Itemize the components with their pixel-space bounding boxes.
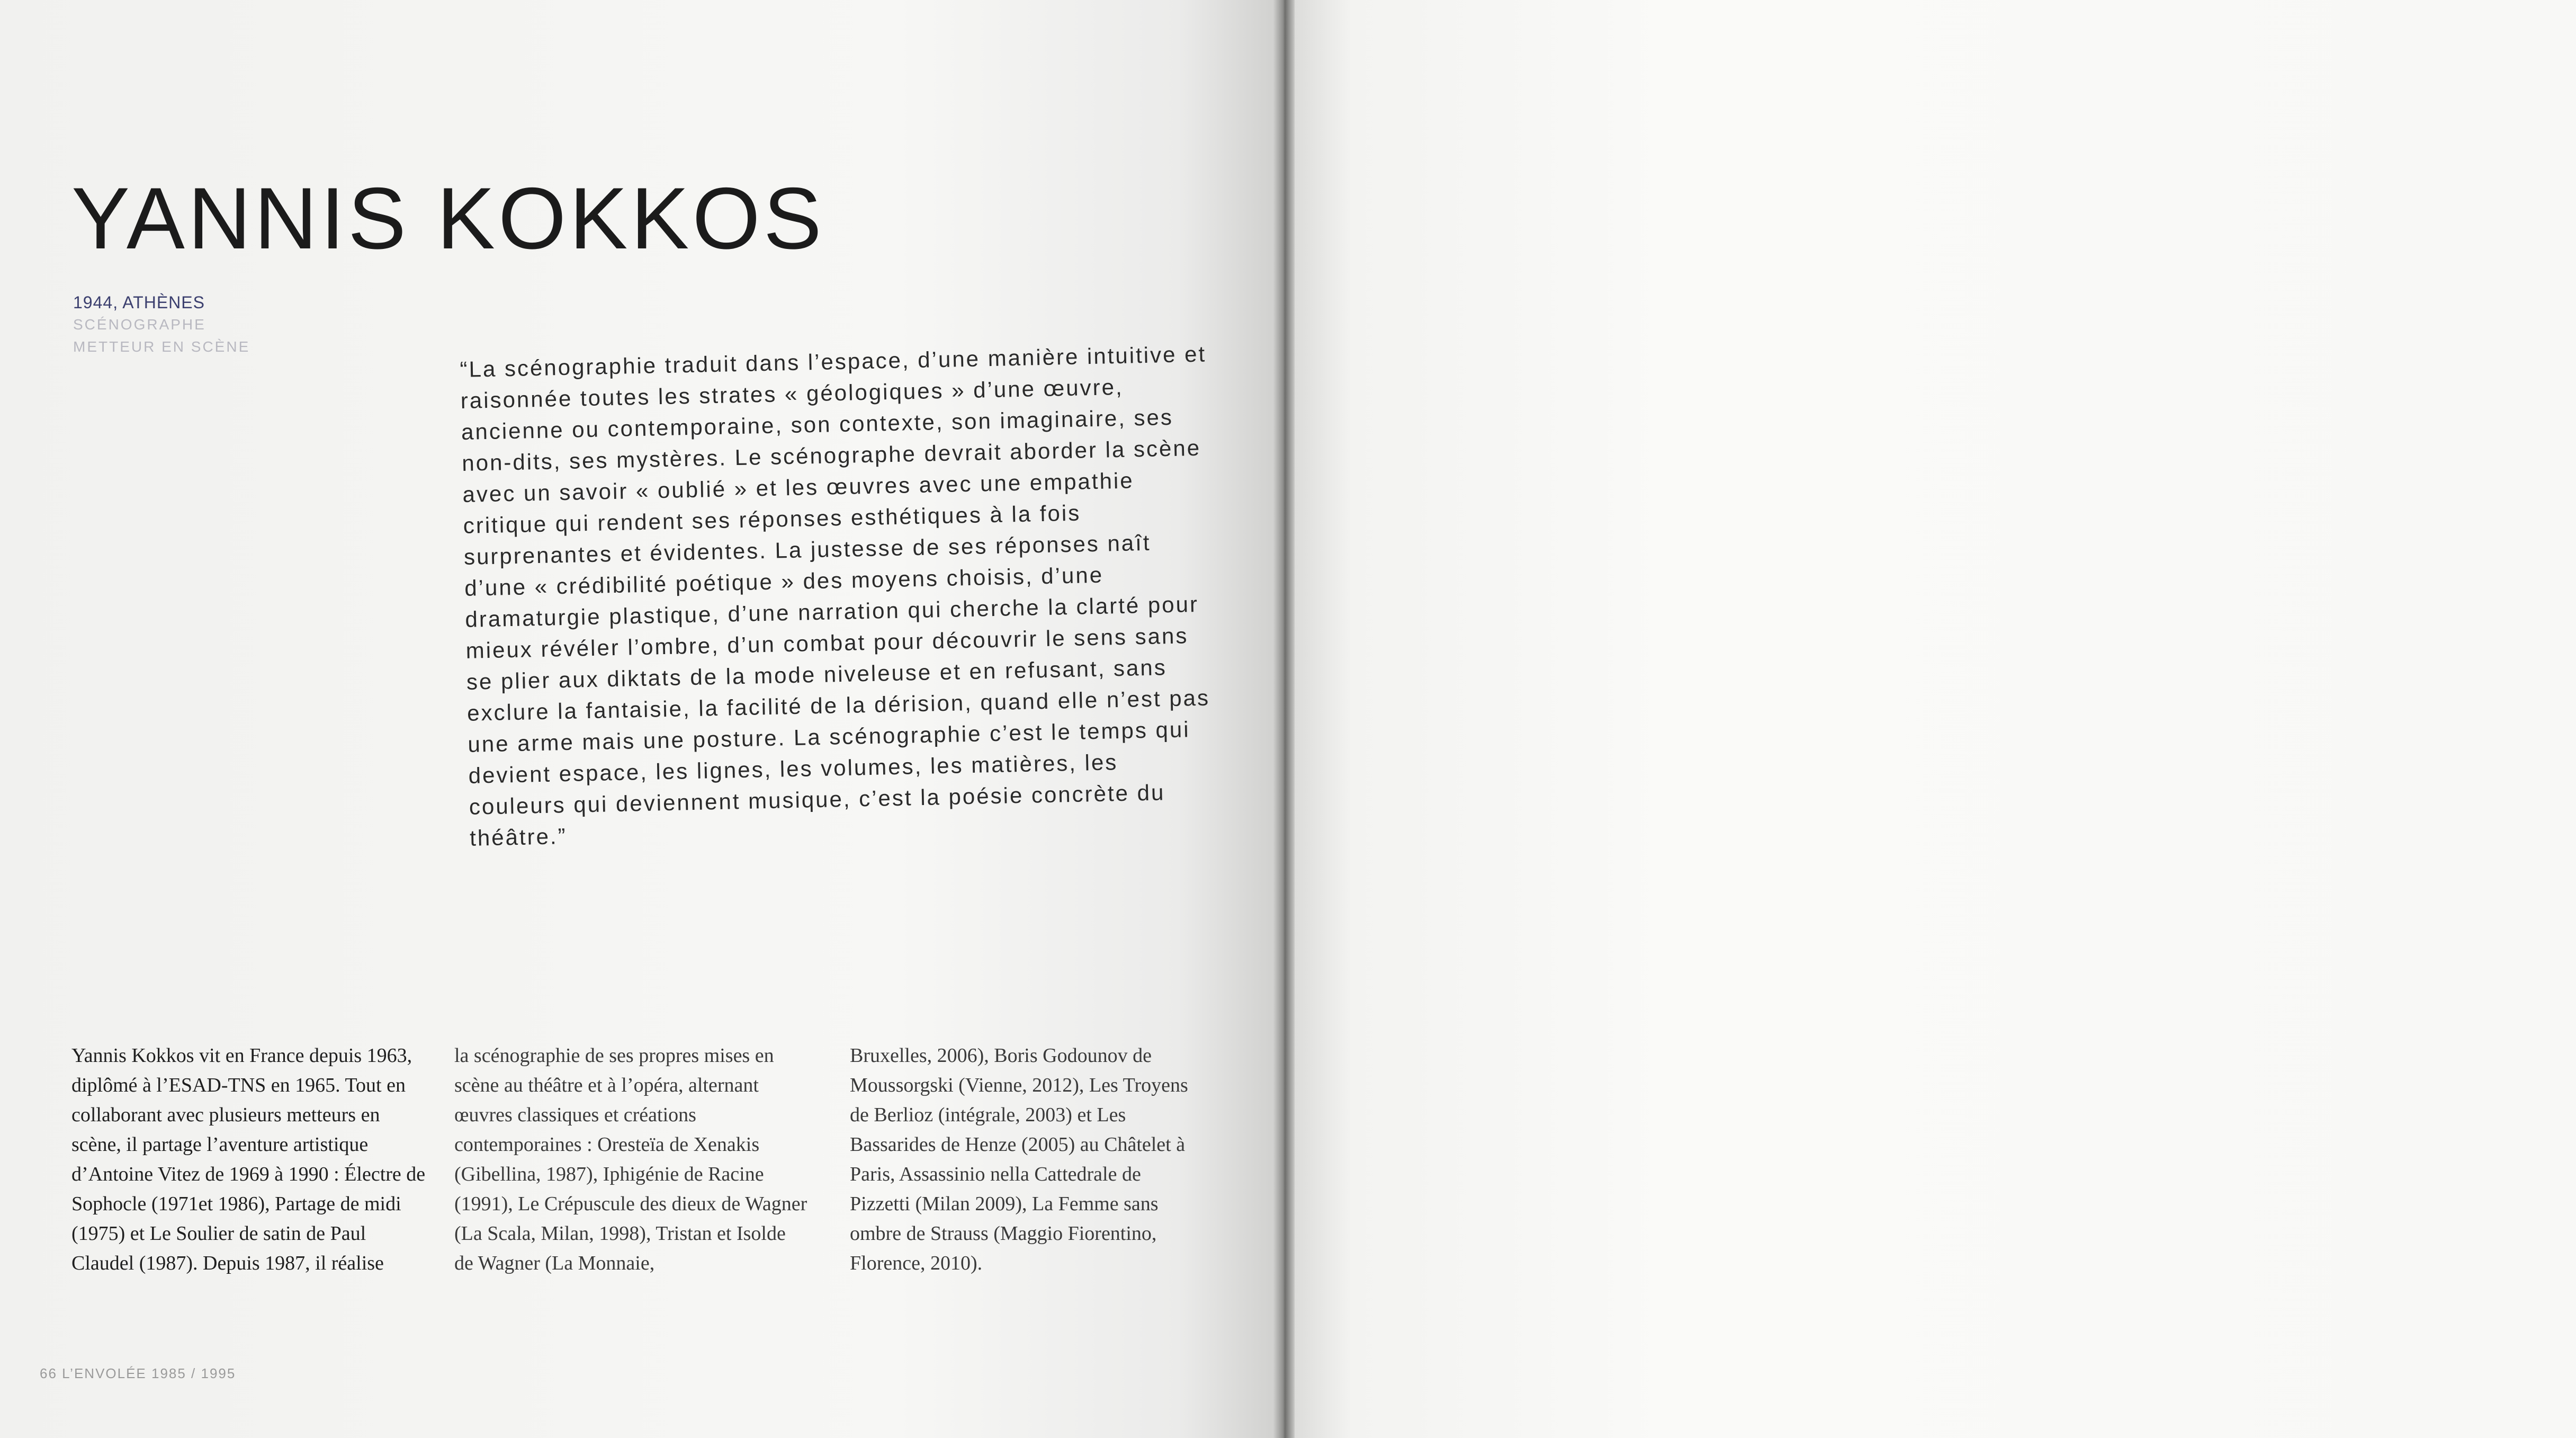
artist-meta — [73, 291, 250, 358]
left-page — [0, 0, 1281, 1438]
role-metteur: METTEUR EN SCÈNE — [73, 338, 250, 355]
bio-column-3: Bruxelles, 2006), Boris Godounov de Moussorgski (Vienne, 2012), Les Troyens de Berlioz (intégrale, 2003) et Les Bassarides de Henze (2005) au Châtelet à Paris, Assassinio nella Cattedrale de Pizzetti (Milan 2009), La Femme sans ombre de Strauss (Maggio Fiorentino, Florence, 2010). — [850, 1044, 1188, 1274]
book-gutter — [1273, 0, 1295, 1438]
artist-quote: “La scénographie traduit dans l’espace, d’une manière intuitive et raisonnée toutes les strates « géologiques » d’une œuvre, ancienne ou contemporaine, son contexte, son imaginaire, ses non-dits, ses mystères. Le scénographe devrait aborder la scène avec un savoir « oublié » et les œuvres avec une empathie critique qui rendent ses réponses esthétiques à la fois surprenantes et évidentes. La justesse de ses réponses naît d’une « crédibilité poétique » des moyens choisis, d’une dramaturgie plastique, d’une narration qui cherche la clarté pour mieux révéler l’ombre, d’un combat pour découvrir le sens sans se plier aux diktats de la mode niveleuse et en refusant, sans exclure la fantaisie, la facilité de la dérision, quand elle n’est pas une arme mais une posture. La scénographie c’est le temps qui devient espace, les lignes, les volumes, les matières, les couleurs qui deviennent musique, c’est la poésie concrète du théâtre.” — [460, 341, 1210, 851]
bio-column-2: la scénographie de ses propres mises en scène au théâtre et à l’opéra, alternant œuvres classiques et créations contemporaines : Oresteïa de Xenakis (Gibellina, 1987), Iphigénie de Racine (1991), Le Crépuscule des dieux de Wagner (La Scala, Milan, 1998), Tristan et Isolde de Wagner (La Monnaie, — [454, 1044, 807, 1274]
birth-place: 1944, ATHÈNES — [73, 293, 205, 312]
bio-column-1: Yannis Kokkos vit en France depuis 1963, diplômé à l’ESAD-TNS en 1965. Tout en collaborant avec plusieurs metteurs en scène, il partage l’aventure artistique d’Antoine Vitez de 1969 à 1990 : Électre de Sophocle (1971et 1986), Partage de midi (1975) et Le Soulier de satin de Paul Claudel (1987). Depuis 1987, il réalise — [71, 1044, 426, 1274]
right-page — [1287, 0, 2576, 1438]
folio-left: 66 L’ENVOLÉE 1985 / 1995 — [40, 1365, 236, 1381]
role-scenographe: SCÉNOGRAPHE — [73, 316, 206, 333]
artist-name: YANNIS KOKKOS — [71, 169, 825, 267]
